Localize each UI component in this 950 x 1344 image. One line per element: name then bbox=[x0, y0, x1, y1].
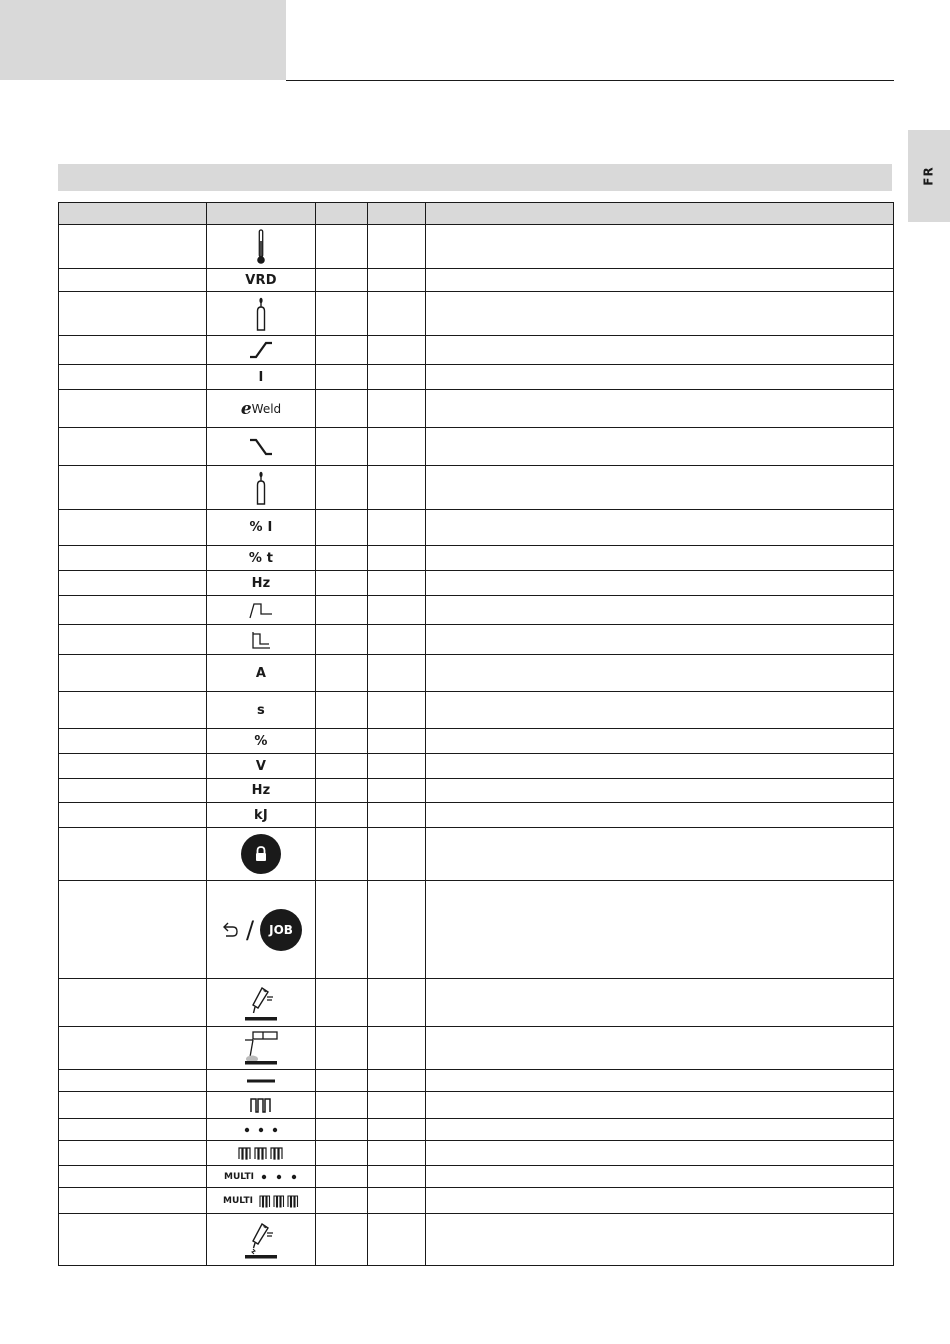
table-row bbox=[59, 269, 894, 292]
section-title-band bbox=[58, 164, 892, 191]
eweld-icon bbox=[241, 399, 281, 419]
table-row bbox=[59, 365, 894, 390]
table-row bbox=[59, 1070, 894, 1092]
thermometer-icon bbox=[255, 229, 267, 265]
table-row bbox=[59, 546, 894, 571]
eweld-e-glyph: e bbox=[240, 398, 252, 419]
mma-electrode-icon bbox=[243, 1030, 279, 1066]
percent-time-icon: % t bbox=[248, 550, 274, 566]
header-cell bbox=[368, 203, 426, 225]
job-badge: JOB bbox=[260, 909, 302, 951]
table-row bbox=[59, 1092, 894, 1119]
lock-icon bbox=[241, 834, 281, 874]
gas-cylinder-icon bbox=[255, 297, 267, 331]
hot-start-icon bbox=[248, 600, 274, 620]
header-cell bbox=[316, 203, 368, 225]
language-tab-label: FR bbox=[922, 166, 936, 186]
kilojoule-icon: kJ bbox=[254, 807, 268, 823]
header-cell bbox=[426, 203, 894, 225]
current-i-icon: I bbox=[258, 369, 264, 385]
recall-job-icon bbox=[220, 909, 302, 951]
table-row bbox=[59, 803, 894, 828]
table-row bbox=[59, 1119, 894, 1141]
table-row bbox=[59, 655, 894, 692]
table-row bbox=[59, 336, 894, 365]
table-row bbox=[59, 729, 894, 754]
symbols-table bbox=[58, 202, 894, 1266]
seconds-icon: s bbox=[257, 702, 265, 718]
eweld-weld-label: Weld bbox=[251, 401, 282, 416]
table-row bbox=[59, 779, 894, 803]
percent-icon: % bbox=[254, 733, 268, 749]
percent-current-icon: % I bbox=[249, 520, 273, 535]
header-gray-block bbox=[0, 0, 286, 80]
tig-hf-torch-icon bbox=[244, 1220, 278, 1260]
table-row bbox=[59, 1188, 894, 1214]
header-cell bbox=[59, 203, 207, 225]
table-row bbox=[59, 1214, 894, 1266]
pulsed-current-icon bbox=[249, 1096, 273, 1114]
table-row bbox=[59, 692, 894, 729]
upslope-icon bbox=[248, 341, 274, 359]
tig-torch-icon bbox=[244, 984, 278, 1022]
separator-slash: / bbox=[245, 915, 255, 944]
table-row bbox=[59, 754, 894, 779]
multi-label: MULTI bbox=[223, 1195, 253, 1206]
table-row bbox=[59, 1166, 894, 1188]
table-row bbox=[59, 510, 894, 546]
gas-cylinder-post-icon bbox=[255, 471, 267, 505]
table-row bbox=[59, 390, 894, 428]
table-row bbox=[59, 625, 894, 655]
multi-pulse-train-icon bbox=[223, 1193, 299, 1209]
multi-dots-icon bbox=[224, 1172, 298, 1182]
table-row bbox=[59, 979, 894, 1027]
table-row bbox=[59, 466, 894, 510]
table-row bbox=[59, 428, 894, 466]
multi-pulse-icon bbox=[238, 1145, 284, 1161]
table-row bbox=[59, 1027, 894, 1070]
table-row bbox=[59, 292, 894, 336]
spot-dots-icon bbox=[243, 1127, 279, 1133]
frequency-icon: Hz bbox=[251, 575, 271, 591]
downslope-icon bbox=[248, 438, 274, 456]
table-header-row bbox=[59, 203, 894, 225]
table-row bbox=[59, 596, 894, 625]
volt-icon: V bbox=[255, 758, 267, 774]
header-rule bbox=[286, 80, 894, 81]
continuous-current-icon bbox=[246, 1078, 276, 1084]
undo-arrow-icon bbox=[220, 920, 240, 940]
pulse-step-icon bbox=[250, 630, 272, 650]
language-tab[interactable] bbox=[908, 130, 950, 222]
table-row bbox=[59, 225, 894, 269]
header-cell bbox=[207, 203, 316, 225]
table-row bbox=[59, 1141, 894, 1166]
multi-label: MULTI bbox=[224, 1172, 254, 1182]
hertz-icon: Hz bbox=[251, 783, 271, 798]
table-row bbox=[59, 571, 894, 596]
ampere-icon: A bbox=[255, 665, 267, 681]
vrd-text-icon: VRD bbox=[245, 272, 277, 288]
table-row bbox=[59, 828, 894, 881]
table-row bbox=[59, 881, 894, 979]
